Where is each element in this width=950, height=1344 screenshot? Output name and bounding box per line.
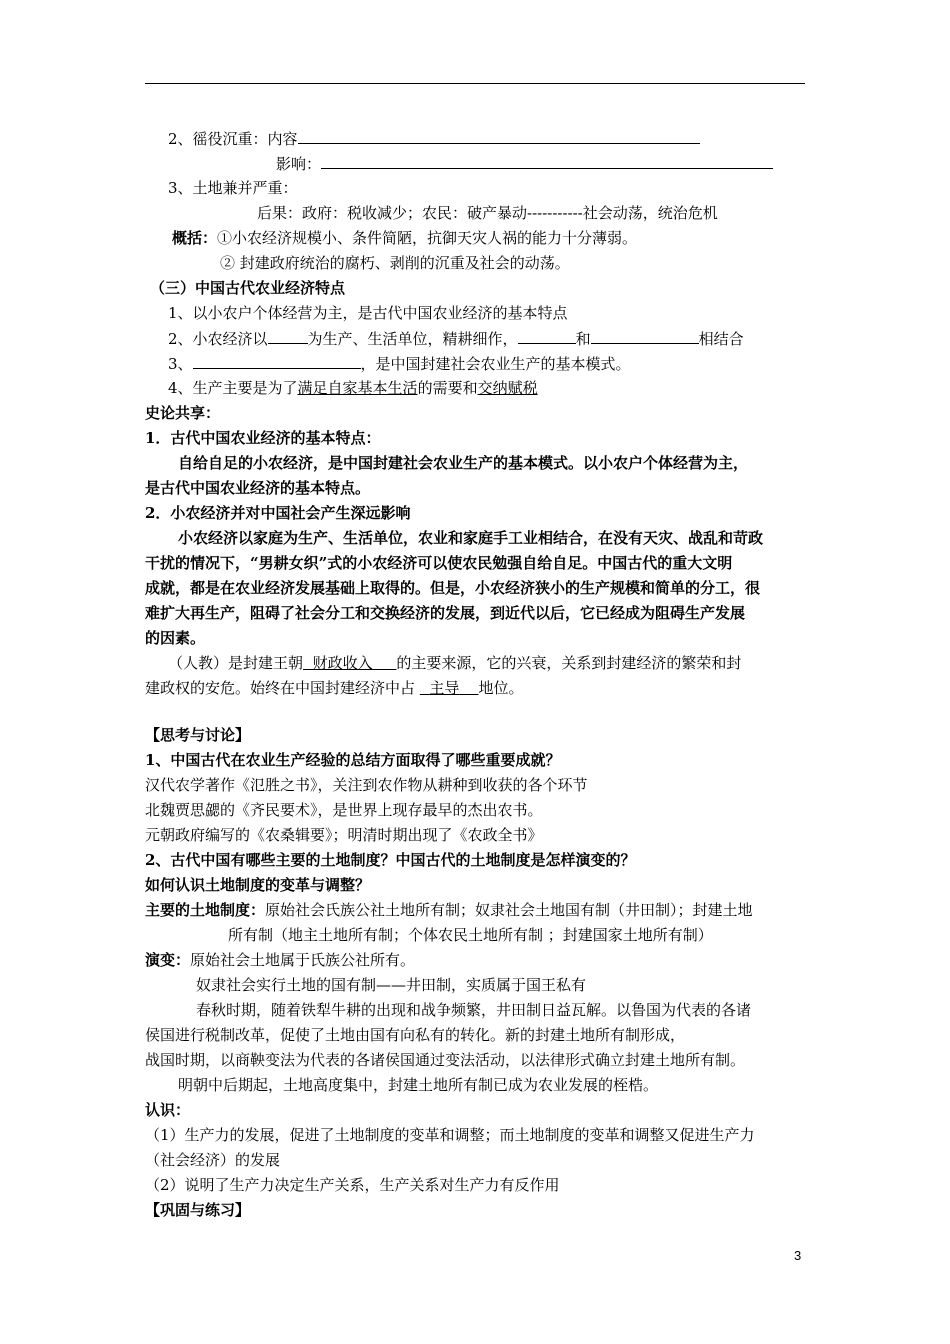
pep-fiscal-revenue: 财政收入: [312, 654, 373, 672]
history-q2: 2．小农经济并对中国社会产生深远影响: [145, 504, 411, 522]
land-annex-title: 3、土地兼并严重：: [168, 179, 298, 197]
header-rule: [145, 83, 805, 84]
feature-item-2-c: 和: [575, 330, 591, 348]
corvee-effect-label: 影响：: [276, 155, 322, 173]
section-3-title: （三）中国古代农业经济特点: [150, 279, 346, 297]
evolution-line-1: [145, 950, 415, 972]
page-number: 3: [794, 1248, 802, 1263]
feature-item-2-blank-2[interactable]: [518, 328, 576, 344]
corvee-effect-blank[interactable]: [321, 153, 773, 169]
summary-point-1: ①小农经济规模小、条件简陋，抗御天灾人祸的能力十分薄弱。: [217, 229, 638, 247]
discuss-q2-line-1: 2、古代中国有哪些主要的土地制度？中国古代的土地制度是怎样演变的？: [145, 851, 636, 869]
evolution-line-2: 奴隶社会实行土地的国有制——井田制，实质属于国王私有: [196, 976, 587, 994]
main-land-systems-cont: 所有制（地主土地所有制；个体农民土地所有制 ；封建国家土地所有制）: [228, 926, 713, 944]
history-a2-line-4: 难扩大再生产，阻碍了社会分工和交换经济的发展，到近代以后，它已经成为阻碍生产发展: [145, 604, 746, 622]
feature-item-4-underlined-1: 满足自家基本生活: [297, 379, 418, 397]
recognition-1-cont: （社会经济）的发展: [145, 1151, 281, 1169]
main-land-systems: [145, 900, 753, 922]
corvee-content-blank[interactable]: [298, 128, 700, 144]
feature-item-1: 1、以小农户个体经营为主，是古代中国农业经济的基本特点: [168, 304, 568, 322]
pep-a: （人教）是封建王朝: [168, 654, 304, 672]
evolution-line-4: 侯国进行税制改革，促使了土地由国有向私有的转化。新的封建土地所有制形成，: [145, 1026, 686, 1044]
discuss-a1-line-1: 汉代农学著作《氾胜之书》，关注到农作物从耕种到收获的各个环节: [145, 776, 588, 794]
feature-item-2-a: 2、小农经济以: [168, 330, 268, 348]
land-annex-result: 后果：政府：税收减少；农民：破产暴动-----------社会动荡，统治危机: [257, 204, 718, 222]
pep-c: 的主要来源，它的兴衰，关系到封建经济的繁荣和封: [396, 654, 742, 672]
history-a1-line-2: 是古代中国农业经济的基本特点。: [145, 479, 371, 497]
history-q1: 1．古代中国农业经济的基本特点：: [145, 429, 381, 447]
feature-item-3-b: ，是中国封建社会农业生产的基本模式。: [360, 355, 631, 373]
evolution-line-6: 明朝中后期起，土地高度集中，封建土地所有制已成为农业发展的桎梏。: [178, 1076, 659, 1094]
evolution-line-5: 战国时期，以商鞅变法为代表的各诸侯国通过变法活动，以法律形式确立封建土地所有制。: [145, 1051, 746, 1069]
history-a1-line-1: 自给自足的小农经济，是中国封建社会农业生产的基本模式。以小农户个体经营为主，: [178, 454, 749, 472]
pep-line-2: [145, 678, 523, 700]
feature-item-3-blank[interactable]: [193, 353, 361, 369]
main-land-systems-text: 原始社会氏族公社土地所有制；奴隶社会土地国有制（井田制）；封建土地: [265, 901, 753, 919]
recognition-1: （1）生产力的发展，促进了土地制度的变革和调整；而土地制度的变革和调整又促进生产力: [145, 1126, 755, 1144]
discuss-q2-line-2: 如何认识土地制度的变革与调整？: [145, 876, 371, 894]
discuss-q1: 1、中国古代在农业生产经验的总结方面取得了哪些重要成就？: [145, 751, 561, 769]
corvee-line: [168, 128, 700, 150]
feature-item-3-a: 3、: [168, 355, 193, 373]
summary-label: 概括：: [172, 229, 218, 247]
feature-item-2-d: 相结合: [698, 330, 744, 348]
pep-d: 建政权的安危。始终在中国封建经济中占: [145, 679, 416, 697]
history-a2-line-1: 小农经济以家庭为生产、生活单位，农业和家庭手工业相结合，在没有天灾、战乱和苛政: [178, 529, 764, 547]
discuss-a1-line-3: 元朝政府编写的《农桑辑要》；明清时期出现了《农政全书》: [145, 826, 543, 844]
feature-item-4-underlined-2: 交纳赋税: [477, 379, 538, 397]
discuss-a1-line-2: 北魏贾思勰的《齐民要术》，是世界上现存最早的杰出农书。: [145, 801, 543, 819]
history-title: 史论共享：: [145, 404, 221, 422]
feature-item-4-a: 4、生产主要是为了: [168, 379, 298, 397]
evolution-line-3: 春秋时期，随着铁犁牛耕的出现和战争频繁，井田制日益瓦解。以鲁国为代表的各诸: [196, 1001, 752, 1019]
history-a2-line-3: 成就，都是在农业经济发展基础上取得的。但是，小农经济狭小的生产规模和简单的分工，很: [145, 579, 761, 597]
recognition-2: （2）说明了生产力决定生产关系，生产关系对生产力有反作用: [145, 1176, 560, 1194]
feature-item-2-b: 为生产、生活单位，精耕细作，: [307, 330, 518, 348]
feature-item-4-c: 的需要和: [417, 379, 478, 397]
feature-item-2: [168, 328, 744, 350]
pep-line-1: [168, 653, 741, 675]
history-a2-line-2: 干扰的情况下，“男耕女织”式的小农经济可以使农民勉强自给自足。中国古代的重大文明: [145, 554, 733, 572]
feature-item-2-blank-1[interactable]: [268, 328, 308, 344]
feature-item-4: [168, 378, 538, 400]
main-land-systems-label: 主要的土地制度：: [145, 901, 266, 919]
recognition-label: 认识：: [145, 1101, 191, 1119]
corvee-label: 2、徭役沉重：内容: [168, 130, 298, 148]
summary-line-1: [172, 228, 637, 250]
practice-title: 【巩固与练习】: [145, 1201, 251, 1219]
history-a2-line-5: 的因素。: [145, 629, 206, 647]
feature-item-2-blank-3[interactable]: [591, 328, 699, 344]
discuss-title: 【思考与讨论】: [145, 726, 251, 744]
summary-point-2: ② 封建政府统治的腐朽、剥削的沉重及社会的动荡。: [220, 254, 570, 272]
evolution-label: 演变：: [145, 951, 191, 969]
evolution-text-1: 原始社会土地属于氏族公社所有。: [190, 951, 416, 969]
corvee-effect-line: [276, 153, 773, 175]
pep-f: 地位。: [478, 679, 524, 697]
pep-dominant: 主导: [429, 679, 460, 697]
feature-item-3: [168, 353, 631, 375]
